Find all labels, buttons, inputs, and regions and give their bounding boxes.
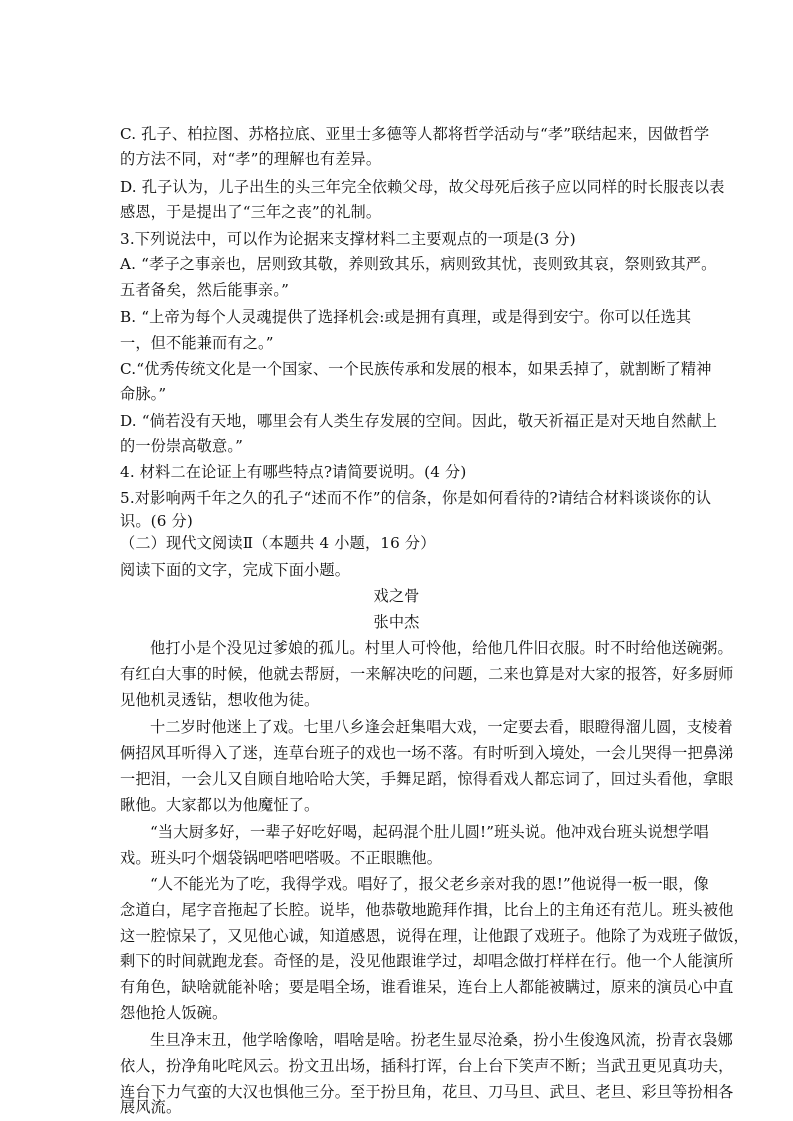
- story-title: 戏之骨: [373, 587, 420, 605]
- text-line: 命脉。”: [120, 385, 167, 403]
- option-c: C.“优秀传统文化是一个国家、一个民族传承和发展的根本，如果丢掉了，就割断了精神: [120, 360, 712, 378]
- text-line: 识。(6 分): [120, 512, 193, 530]
- paragraph-line: “人不能光为了吃，我得学戏。唱好了，报父老乡亲对我的恩!”他说得一板一眼，像: [150, 875, 709, 893]
- paragraph-line: 一把泪，一会儿又自顾自地哈哈大笑，手舞足蹈，惊得看戏人都忘词了，回过头看他，拿眼: [120, 770, 734, 788]
- paragraph-line: 这一腔惊呆了，又见他心诚，知道感恩，说得在理，让他跟了戏班子。他除了为戏班子做饭，: [120, 927, 749, 945]
- paragraph-line: 生旦净末丑，他学啥像啥，唱啥是啥。扮老生显尽沧桑，扮小生俊逸风流，扮青衣袅娜: [150, 1031, 733, 1049]
- text-line: 感恩，于是提出了“三年之丧”的礼制。: [120, 203, 382, 221]
- text-line: 一，但不能兼而有之。”: [120, 334, 274, 352]
- question-5: 5.对影响两千年之久的孔子“述而不作”的信条，你是如何看待的?请结合材料谈谈你的认: [120, 489, 712, 507]
- paragraph-line: 俩招风耳听得入了迷，连草台班子的戏也一场不落。有时听到入境处，一会儿哭得一把鼻涕: [120, 744, 734, 762]
- paragraph-line: 他打小是个没见过爹娘的孤儿。村里人可怜他，给他几件旧衣服。时不时给他送碗粥。: [150, 639, 733, 657]
- paragraph-line: 瞅他。大家都以为他魔怔了。: [120, 796, 320, 814]
- paragraph-line: 念道白，尾字音拖起了长腔。说毕，他恭敬地跪拜作揖，比台上的主角还有范儿。班头被他: [120, 901, 734, 919]
- paragraph-line: 见他机灵透钻，想收他为徒。: [120, 691, 320, 709]
- text-line: 的方法不同，对“孝”的理解也有差异。: [120, 150, 382, 168]
- text-line: C. 孔子、柏拉图、苏格拉底、亚里士多德等人都将哲学活动与“孝”联结起来，因做哲学: [120, 125, 710, 143]
- question-4: 4. 材料二在论证上有哪些特点?请简要说明。(4 分): [120, 463, 467, 481]
- option-a: A. “孝子之事亲也，居则致其敬，养则致其乐，病则致其忧，丧则致其哀，祭则致其严。: [120, 255, 717, 273]
- paragraph-line: 有角色，缺啥就能补啥；要是唱全场，谁看谁呆，连台上人都能被瞒过，原来的演员心中直: [120, 978, 734, 996]
- paragraph-line: 连台下力气蛮的大汉也惧他三分。至于扮旦角，花旦、刀马旦、武旦、老旦、彩旦等扮相各: [120, 1083, 734, 1101]
- text-line: 的一份崇高敬意。”: [120, 437, 244, 455]
- paragraph-line: 有红白大事的时候，他就去帮厨，一来解决吃的问题，二来也算是对大家的报答，好多厨师: [120, 665, 734, 683]
- story-author: 张中杰: [373, 613, 420, 631]
- paragraph-line: 戏。班头叼个烟袋锅吧嗒吧嗒吸。不正眼瞧他。: [120, 849, 443, 867]
- instruction: 阅读下面的文字，完成下面小题。: [120, 561, 351, 579]
- paragraph-line: 依人，扮净角叱咤风云。扮文丑出场，插科打诨，台上台下笑声不断；当武丑更见真功夫，: [120, 1057, 734, 1075]
- option-b: B. “上帝为每个人灵魂提供了选择机会:或是拥有真理，或是得到安宁。你可以任选其: [120, 308, 692, 326]
- section-heading: （二）现代文阅读Ⅱ（本题共 4 小题，16 分）: [120, 534, 436, 552]
- text-line: 五者备矣，然后能事亲。”: [120, 281, 290, 299]
- paragraph-line: “当大厨多好，一辈子好吃好喝，起码混个肚儿圆!”班头说。他冲戏台班头说想学唱: [150, 823, 709, 841]
- text-line: D. 孔子认为，儿子出生的头三年完全依赖父母，故父母死后孩子应以同样的时长服丧以表: [120, 178, 725, 196]
- paragraph-line: 展风流。: [120, 1098, 182, 1116]
- paragraph-line: 怨他抢人饭碗。: [120, 1004, 228, 1022]
- question-3: 3.下列说法中，可以作为论据来支撑材料二主要观点的一项是(3 分): [120, 230, 576, 248]
- paragraph-line: 剩下的时间就跑龙套。奇怪的是，没见他跟谁学过，却唱念做打样样在行。他一个人能演所: [120, 952, 734, 970]
- option-d: D. “倘若没有天地，哪里会有人类生存发展的空间。因此，敬天祈福正是对天地自然献上: [120, 412, 718, 430]
- paragraph-line: 十二岁时他迷上了戏。七里八乡逢会赶集唱大戏，一定要去看，眼瞪得溜儿圆，支棱着: [150, 718, 733, 736]
